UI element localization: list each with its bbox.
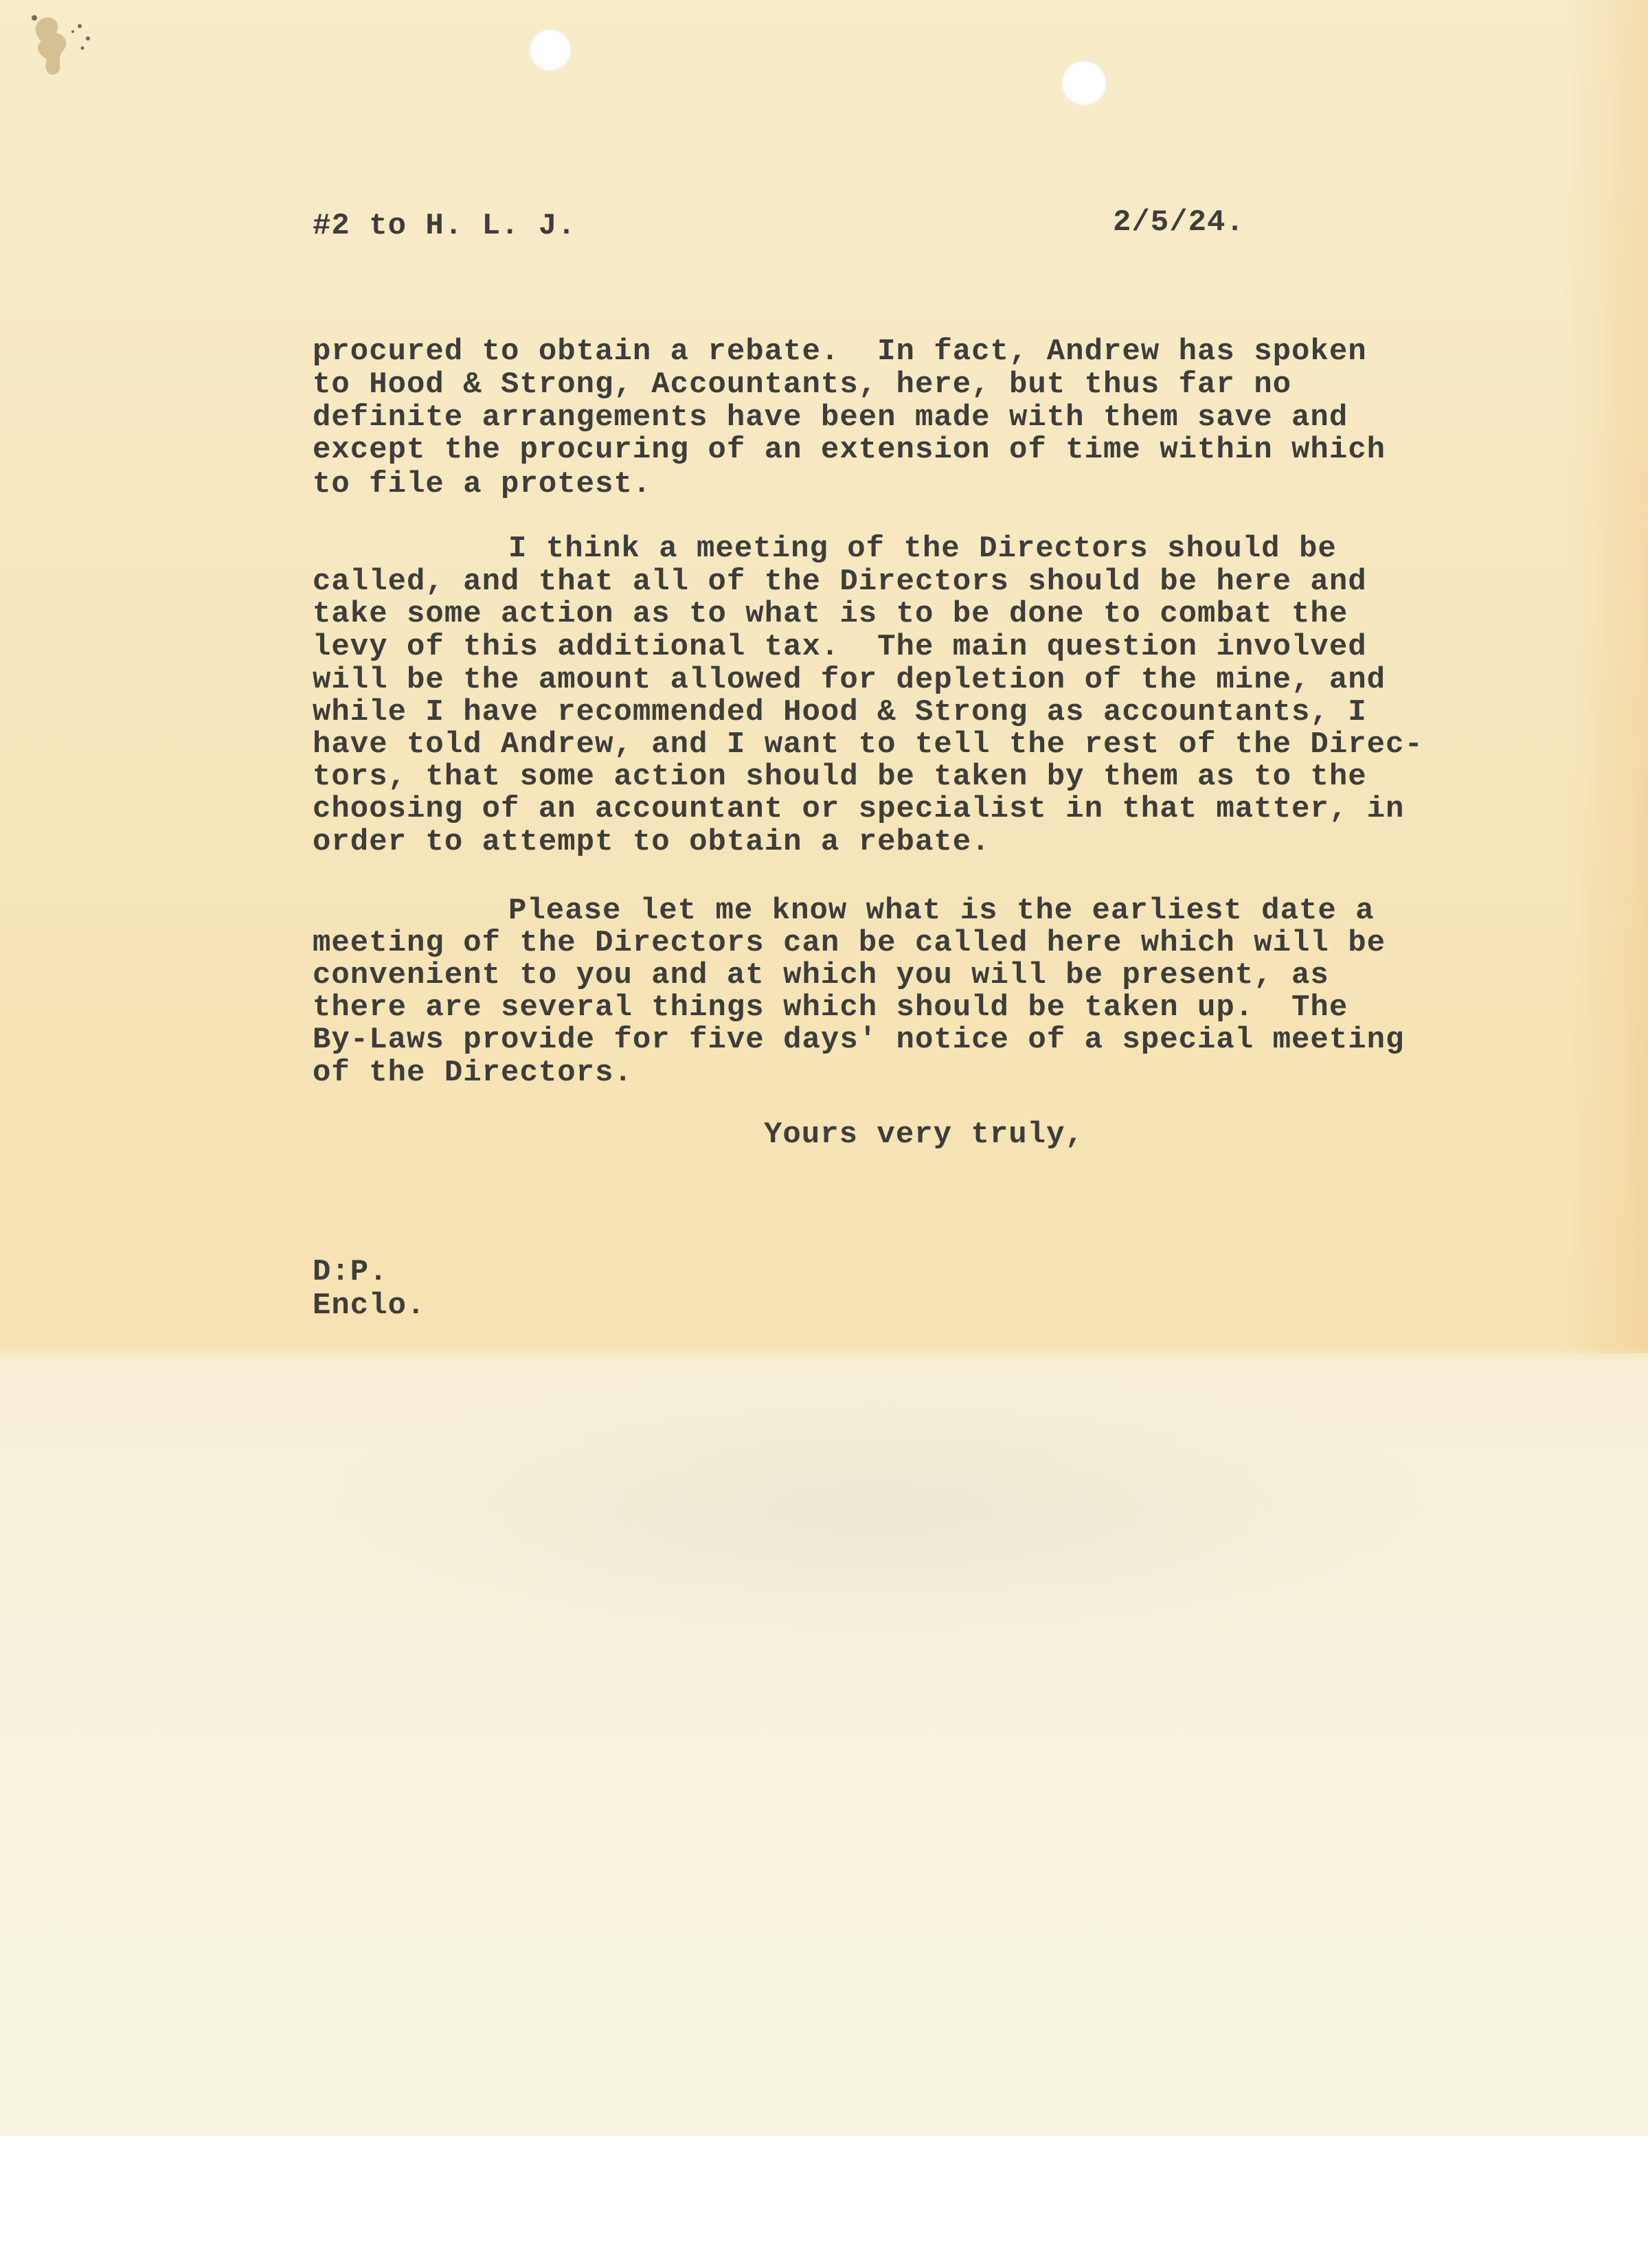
paragraph-2-line-4: levy of this additional tax. The main question involved bbox=[313, 630, 1367, 664]
paragraph-2-line-7: have told Andrew, and I want to tell the rest of the Direc- bbox=[313, 727, 1423, 762]
paragraph-1-line-5: to file a protest. bbox=[313, 467, 652, 501]
paragraph-1-line-3: definite arrangements have been made with them save and bbox=[313, 400, 1348, 435]
punch-hole bbox=[529, 29, 572, 71]
paragraph-1-line-2: to Hood & Strong, Accountants, here, but thus far no bbox=[313, 367, 1292, 402]
paragraph-2-line-3: take some action as to what is to be done to combat the bbox=[313, 597, 1348, 631]
paragraph-3-line-5: By-Laws provide for five days' notice of a special meeting bbox=[313, 1023, 1405, 1057]
paragraph-2-line-2: called, and that all of the Directors should be here and bbox=[313, 565, 1367, 599]
ink-bleed-through bbox=[302, 1367, 1456, 1655]
letter-date: 2/5/24. bbox=[1113, 205, 1245, 240]
paragraph-2-line-9: choosing of an accountant or specialist in that matter, in bbox=[313, 792, 1405, 826]
paper-edge-shade bbox=[1566, 0, 1648, 1353]
paragraph-3-line-2: meeting of the Directors can be called here which will be bbox=[313, 926, 1386, 960]
punch-hole bbox=[1061, 60, 1107, 106]
paragraph-2-line-5: will be the amount allowed for depletion of the mine, and bbox=[313, 663, 1386, 697]
paragraph-2-line-10: order to attempt to obtain a rebate. bbox=[313, 825, 991, 859]
paragraph-1-line-1: procured to obtain a rebate. In fact, Andrew has spoken bbox=[313, 334, 1367, 369]
corner-stain-mark bbox=[14, 7, 103, 82]
paragraph-2-line-1: I think a meeting of the Directors should be bbox=[508, 532, 1337, 566]
paragraph-3-line-6: of the Directors. bbox=[313, 1056, 633, 1090]
paragraph-2-line-6: while I have recommended Hood & Strong as accountants, I bbox=[313, 695, 1367, 729]
paragraph-2-line-8: tors, that some action should be taken by them as to the bbox=[313, 760, 1367, 794]
paragraph-3-line-1: Please let me know what is the earliest date a bbox=[508, 894, 1375, 928]
letter-closing: Yours very truly, bbox=[764, 1118, 1084, 1152]
paragraph-3-line-4: there are several things which should be taken up. The bbox=[313, 990, 1348, 1025]
paragraph-3-line-3: convenient to you and at which you will be present, as bbox=[313, 958, 1329, 993]
typist-initials: D:P. bbox=[313, 1255, 388, 1289]
letter-page-reference: #2 to H. L. J. bbox=[313, 209, 576, 243]
paragraph-1-line-4: except the procuring of an extension of time within which bbox=[313, 433, 1386, 467]
enclosure-note: Enclo. bbox=[313, 1289, 426, 1323]
